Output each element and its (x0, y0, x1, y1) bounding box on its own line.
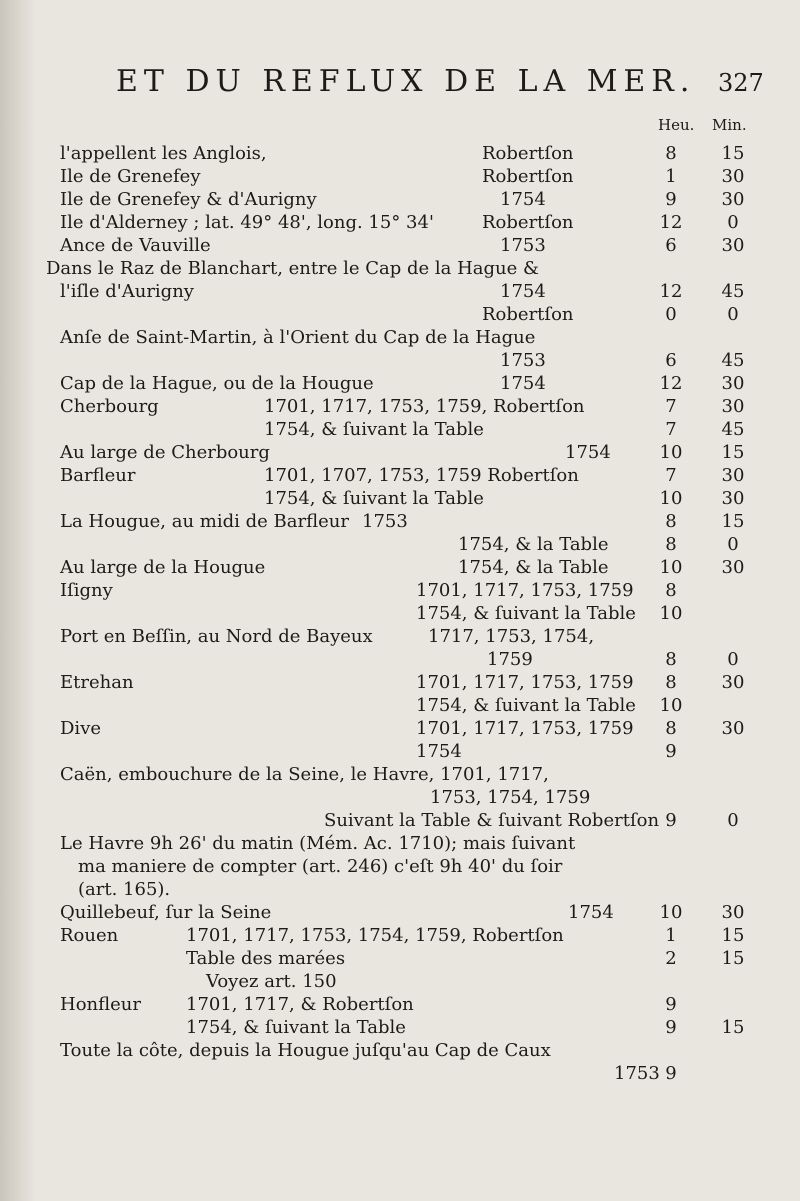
place-name: Barfleur (60, 465, 136, 486)
minutes-value: 0 (727, 212, 739, 233)
place-name: Ance de Vauville (60, 235, 211, 256)
place-name: Caën, embouchure de la Seine, le Havre, 1701, 1717, (60, 764, 549, 785)
note-line: Le Havre 9h 26' du matin (Mém. Ac. 1710); mais ſuivant (60, 833, 576, 854)
source: 1754, & ſuivant la Table (264, 488, 484, 509)
minutes-value: 0 (727, 304, 739, 325)
minutes-value: 45 (721, 281, 745, 302)
source: 1754 (500, 373, 546, 394)
page-gutter-shadow (0, 0, 36, 1201)
minutes-value: 15 (721, 511, 745, 532)
source: Table des marées (186, 948, 346, 969)
source: 1701, 1717, 1753, 1759, Robertſon (264, 396, 585, 417)
source: 1754, & ſuivant la Table (416, 603, 636, 624)
place-name: Etrehan (60, 672, 134, 693)
source: 1754, & ſuivant la Table (264, 419, 484, 440)
minutes-value: 30 (721, 166, 745, 187)
place-name: Port en Beſſin, au Nord de Bayeux (60, 626, 373, 647)
source: 1753, 1754, 1759 (430, 787, 591, 808)
hours-value: 7 (665, 419, 677, 440)
source: 1754, & ſuivant la Table (416, 695, 636, 716)
hours-value: 12 (659, 281, 683, 302)
hours-value: 7 (665, 396, 677, 417)
running-title: ET DU REFLUX DE LA MER. (116, 64, 696, 99)
place-name: La Hougue, au midi de Barfleur (60, 511, 349, 532)
note-line: (art. 165). (78, 879, 171, 900)
hours-value: 2 (665, 948, 677, 969)
source: Robertſon (482, 166, 574, 187)
hours-column-header: Heu. (658, 116, 695, 134)
minutes-value: 15 (721, 442, 745, 463)
minutes-value: 15 (721, 948, 745, 969)
hours-value: 10 (659, 488, 683, 509)
place-name: l'iſle d'Aurigny (60, 281, 194, 302)
place-name: Honfleur (60, 994, 141, 1015)
minutes-value: 30 (721, 488, 745, 509)
source: 1701, 1717, 1753, 1754, 1759, Robertſon (186, 925, 564, 946)
minutes-value: 30 (721, 902, 745, 923)
source: 1754 (568, 902, 614, 923)
minutes-value: 30 (721, 465, 745, 486)
hours-value: 7 (665, 465, 677, 486)
source: 1701, 1717, 1753, 1759 (416, 580, 634, 601)
source: 1717, 1753, 1754, (428, 626, 595, 647)
hours-value: 6 (665, 350, 677, 371)
minutes-column-header: Min. (712, 116, 747, 134)
place-name: Rouen (60, 925, 119, 946)
hours-value: 1 (665, 166, 677, 187)
hours-value: 8 (665, 580, 677, 601)
hours-value: 9 (665, 1017, 677, 1038)
minutes-value: 45 (721, 350, 745, 371)
place-name: Anſe de Saint-Martin, à l'Orient du Cap de la Hague (60, 327, 536, 348)
hours-value: 10 (659, 557, 683, 578)
hours-value: 6 (665, 235, 677, 256)
source: 1754 (565, 442, 611, 463)
hours-value: 12 (659, 373, 683, 394)
place-name: Ile d'Alderney ; lat. 49° 48', long. 15° 34' (60, 212, 434, 233)
hours-value: 10 (659, 603, 683, 624)
minutes-value: 15 (721, 925, 745, 946)
source: 1753 (500, 350, 546, 371)
hours-value: 8 (665, 672, 677, 693)
source: Robertſon (482, 143, 574, 164)
hours-value: 9 (665, 994, 677, 1015)
minutes-value: 0 (727, 810, 739, 831)
place-name: Au large de Cherbourg (60, 442, 270, 463)
minutes-value: 30 (721, 718, 745, 739)
source: 1754 (416, 741, 462, 762)
place-name: Toute la côte, depuis la Hougue juſqu'au Cap de Caux (60, 1040, 551, 1061)
minutes-value: 0 (727, 649, 739, 670)
source: 1754 (500, 281, 546, 302)
place-name: Ile de Grenefey & d'Aurigny (60, 189, 317, 210)
source: Robertſon (482, 304, 574, 325)
hours-value: 8 (665, 511, 677, 532)
hours-value: 9 (665, 810, 677, 831)
source: 1753 (614, 1063, 660, 1084)
place-name: l'appellent les Anglois, (60, 143, 267, 164)
hours-value: 10 (659, 902, 683, 923)
source: 1754 (500, 189, 546, 210)
page-number: 327 (718, 69, 764, 97)
minutes-value: 45 (721, 419, 745, 440)
minutes-value: 15 (721, 1017, 745, 1038)
hours-value: 8 (665, 718, 677, 739)
hours-value: 9 (665, 741, 677, 762)
source: 1759 (487, 649, 533, 670)
source: 1701, 1717, 1753, 1759 (416, 672, 634, 693)
place-name: Dive (60, 718, 102, 739)
hours-value: 12 (659, 212, 683, 233)
source: 1754, & ſuivant la Table (186, 1017, 406, 1038)
place-name: Quillebeuf, ſur la Seine (60, 902, 272, 923)
minutes-value: 30 (721, 189, 745, 210)
hours-value: 8 (665, 649, 677, 670)
minutes-value: 30 (721, 557, 745, 578)
minutes-value: 15 (721, 143, 745, 164)
hours-value: 9 (665, 1063, 677, 1084)
hours-value: 8 (665, 534, 677, 555)
place-name: Au large de la Hougue (60, 557, 266, 578)
hours-value: 0 (665, 304, 677, 325)
minutes-value: 0 (727, 534, 739, 555)
source: Robertſon (482, 212, 574, 233)
source: 1754, & la Table (458, 557, 609, 578)
place-name: Dans le Raz de Blanchart, entre le Cap de la Hague & (46, 258, 540, 279)
hours-value: 8 (665, 143, 677, 164)
minutes-value: 30 (721, 672, 745, 693)
place-name: Iſigny (60, 580, 113, 601)
source: 1701, 1717, & Robertſon (186, 994, 414, 1015)
source: 1754, & la Table (458, 534, 609, 555)
source: 1701, 1707, 1753, 1759 Robertſon (264, 465, 579, 486)
source: 1753 (500, 235, 546, 256)
hours-value: 10 (659, 442, 683, 463)
place-name: Ile de Grenefey (60, 166, 201, 187)
place-name: Cherbourg (60, 396, 159, 417)
minutes-value: 30 (721, 235, 745, 256)
source: Voyez art. 150 (206, 971, 337, 992)
hours-value: 9 (665, 189, 677, 210)
source: 1701, 1717, 1753, 1759 (416, 718, 634, 739)
note-line: ma maniere de compter (art. 246) c'eſt 9h 40' du ſoir (78, 856, 563, 877)
place-name: Cap de la Hague, ou de la Hougue (60, 373, 374, 394)
source: Suivant la Table & ſuivant Robertſon (324, 810, 660, 831)
hours-value: 10 (659, 695, 683, 716)
source: 1753 (362, 511, 408, 532)
minutes-value: 30 (721, 373, 745, 394)
hours-value: 1 (665, 925, 677, 946)
minutes-value: 30 (721, 396, 745, 417)
